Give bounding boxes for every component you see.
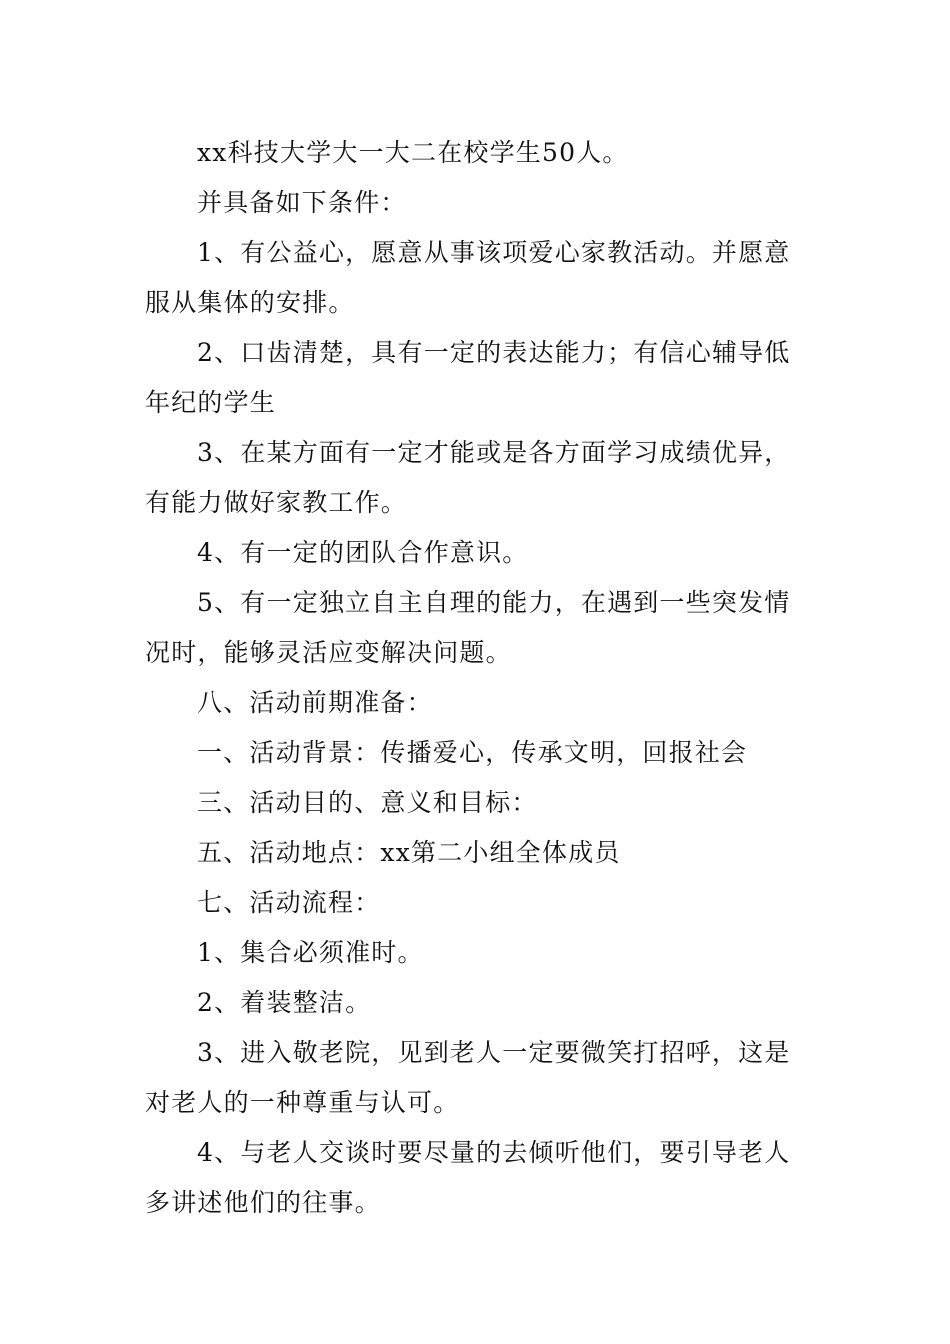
paragraph-5: 3、在某方面有一定才能或是各方面学习成绩优异，有能力做好家教工作。 — [145, 438, 791, 517]
paragraph-11: 五、活动地点：xx第二小组全体成员 — [197, 838, 621, 867]
paragraph-16: 4、与老人交谈时要尽量的去倾听他们，要引导老人多讲述他们的往事。 — [145, 1138, 791, 1217]
paragraph-14: 2、着装整洁。 — [197, 988, 372, 1017]
paragraph-2: 并具备如下条件： — [197, 188, 407, 217]
paragraph-12: 七、活动流程： — [197, 888, 381, 917]
paragraph-10: 三、活动目的、意义和目标： — [197, 788, 538, 817]
paragraph-3: 1、有公益心，愿意从事该项爱心家教活动。并愿意服从集体的安排。 — [145, 238, 791, 317]
paragraph-13: 1、集合必须准时。 — [197, 938, 424, 967]
paragraph-8: 八、活动前期准备： — [197, 688, 433, 717]
paragraph-15: 3、进入敬老院，见到老人一定要微笑打招呼，这是对老人的一种尊重与认可。 — [145, 1038, 791, 1117]
paragraph-1: xx科技大学大一大二在校学生50人。 — [197, 138, 629, 167]
paragraph-4: 2、口齿清楚，具有一定的表达能力；有信心辅导低年纪的学生 — [145, 338, 791, 417]
paragraph-9: 一、活动背景：传播爱心，传承文明，回报社会 — [197, 738, 748, 767]
paragraph-7: 5、有一定独立自主自理的能力，在遇到一些突发情况时，能够灵活应变解决问题。 — [145, 588, 791, 667]
document-body — [145, 128, 810, 1228]
paragraph-6: 4、有一定的团队合作意识。 — [197, 538, 529, 567]
